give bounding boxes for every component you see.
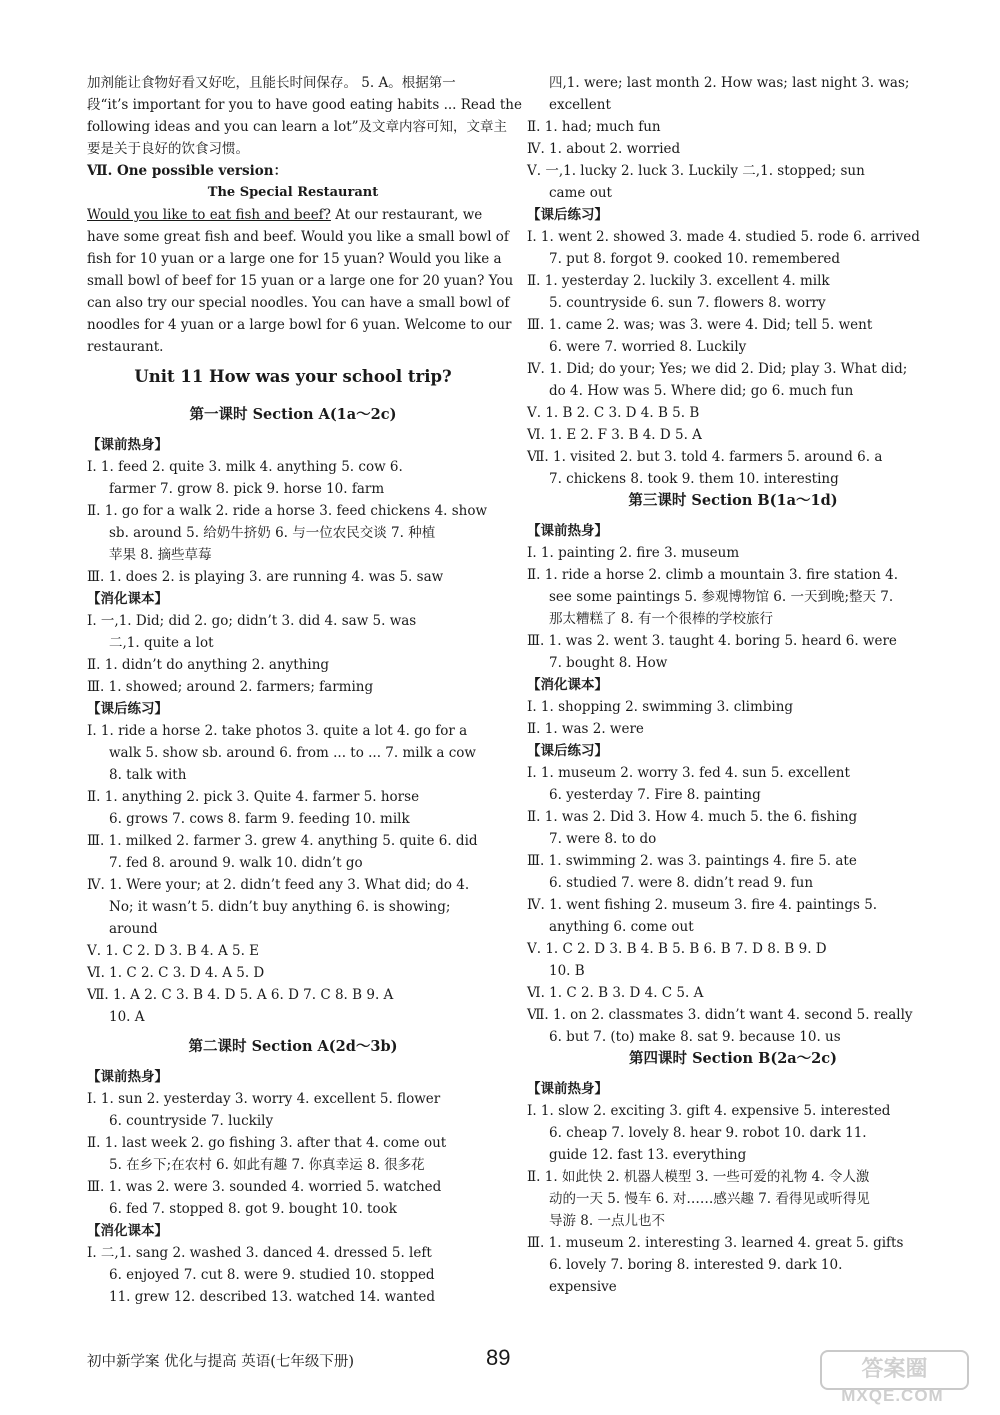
answer-line: Ⅶ. 1. A 2. C 3. B 4. D 5. A 6. D 7. C 8. B 9. A [87,987,394,1003]
answer-line-continued: walk 5. show sb. around 6. from ... to ... 7. milk a cow [109,745,476,761]
answer-line-continued: 二,1. quite a lot [109,635,214,651]
answer-line: Ⅱ. 1. anything 2. pick 3. Quite 4. farmer 5. horse [87,789,420,805]
page-number: 89 [486,1345,511,1370]
answer-line-continued: 7. bought 8. How [549,655,668,671]
section-heading: 【课前热身】 [527,1081,608,1097]
answer-line: Ⅱ. 1. ride a horse 2. climb a mountain 3. fire station 4. [527,567,899,583]
answer-line: Ⅱ. 1. was 2. were [527,721,644,737]
answer-line-continued: 7. chickens 8. took 9. them 10. interesting [549,471,839,487]
answer-line-continued: 动的一天 5. 慢车 6. 对……感兴趣 7. 看得见或听得见 [549,1191,870,1207]
body-text-line: 段“it’s important for you to have good eating habits ... Read the [87,97,522,113]
answer-line-continued: 6. enjoyed 7. cut 8. were 9. studied 10. stopped [109,1267,435,1283]
answer-line-continued: 6. lovely 7. boring 8. interested 9. dark 10. [549,1257,843,1273]
answer-line-continued: around [109,921,158,937]
answer-line: Ⅵ. 1. E 2. F 3. B 4. D 5. A [527,427,702,443]
answer-line-continued: anything 6. come out [549,919,694,935]
answer-line-continued: 导游 8. 一点儿也不 [549,1213,665,1229]
answer-line: Ⅱ. 1. had; much fun [527,119,661,135]
body-text-line: restaurant. [87,339,164,355]
answer-line-continued: farmer 7. grow 8. pick 9. horse 10. farm [109,481,385,497]
body-text-line: following ideas and you can learn a lot”及文章内容可知，文章主 [87,119,508,135]
section-heading: 【课后练习】 [527,207,608,223]
answer-line: Ⅲ. 1. swimming 2. was 3. paintings 4. fire 5. ate [527,853,857,869]
answer-line-continued: see some paintings 5. 参观博物馆 6. 一天到晚;整天 7. [549,589,894,605]
answer-line: Ⅲ. 1. was 2. went 3. taught 4. boring 5. heard 6. were [527,633,897,649]
answer-line: Ⅰ. 1. museum 2. worry 3. fed 4. sun 5. excellent [527,765,850,781]
body-text-line: can also try our special noodles. You can have a small bowl of [87,295,510,311]
section-heading: 【课后练习】 [527,743,608,759]
answer-line: Ⅰ. 1. slow 2. exciting 3. gift 4. expensive 5. interested [527,1103,891,1119]
answer-line: Ⅱ. 1. was 2. Did 3. How 4. much 5. the 6. fishing [527,809,858,825]
answer-line: Ⅱ. 1. go for a walk 2. ride a horse 3. feed chickens 4. show [87,503,488,519]
section-heading: 【课前热身】 [87,1069,168,1085]
answer-line: Ⅵ. 1. C 2. C 3. D 4. A 5. D [87,965,265,981]
section-heading: 【课前热身】 [527,523,608,539]
section-heading: 【课后练习】 [87,701,168,717]
answer-line: Ⅴ. 一,1. lucky 2. luck 3. Luckily 二,1. stopped; sun [527,163,865,179]
unit-title: Unit 11 How was your school trip? [134,367,452,386]
answer-line: Ⅲ. 1. was 2. were 3. sounded 4. worried 5. watched [87,1179,442,1195]
answer-line: Ⅰ. 一,1. Did; did 2. go; didn’t 3. did 4. saw 5. was [87,613,417,629]
answer-line: Ⅱ. 1. yesterday 2. luckily 3. excellent 4. milk [527,273,830,289]
answer-line: Ⅳ. 1. Did; do your; Yes; we did 2. Did; play 3. What did; [527,361,908,377]
answer-line: Ⅰ. 1. painting 2. fire 3. museum [527,545,740,561]
answer-line-continued: 苹果 8. 摘些草莓 [109,547,212,563]
answer-line: Ⅰ. 1. went 2. showed 3. made 4. studied 5. rode 6. arrived [527,229,920,245]
answer-line-continued: 10. B [549,963,585,979]
section-heading: 【课前热身】 [87,437,168,453]
watermark-logo-text: 答案圈 [820,1350,969,1390]
answer-line: Ⅳ. 1. about 2. worried [527,141,681,157]
answer-line-continued: 四,1. were; last month 2. How was; last night 3. was; [549,75,910,91]
lesson-title: 第三课时 Section B(1a～1d) [628,492,838,509]
answer-line: Ⅲ. 1. showed; around 2. farmers; farming [87,679,374,695]
answer-line: Ⅱ. 1. didn’t do anything 2. anything [87,657,330,673]
book-title: 初中新学案 优化与提高 英语(七年级下册) [87,1354,355,1370]
answer-line: Ⅱ. 1. last week 2. go fishing 3. after that 4. come out [87,1135,447,1151]
answer-line: Ⅶ. 1. on 2. classmates 3. didn’t want 4. second 5. really [527,1007,913,1023]
answer-line-continued: 6. grows 7. cows 8. farm 9. feeding 10. milk [109,811,410,827]
answer-line-continued: 10. A [109,1009,145,1025]
answer-line-continued: 6. fed 7. stopped 8. got 9. bought 10. took [109,1201,397,1217]
body-text-line: noodles for 4 yuan or a large bowl for 6 yuan. Welcome to our [87,317,512,333]
watermark-url: MXQE.COM [841,1386,944,1405]
answer-line-continued: 那太糟糕了 8. 有一个很棒的学校旅行 [549,611,773,627]
essay-opening-underlined: Would you like to eat fish and beef? [87,207,331,223]
answer-line-continued: came out [549,185,612,201]
answer-line: Ⅵ. 1. C 2. B 3. D 4. C 5. A [527,985,704,1001]
answer-line: Ⅰ. 1. sun 2. yesterday 3. worry 4. excellent 5. flower [87,1091,441,1107]
body-text-line: fish for 10 yuan or a large one for 15 yuan? Would you like a [87,251,502,267]
answer-line-continued: excellent [549,97,611,113]
body-text-line: 加剂能让食物好看又好吃，且能长时间保存。 5. A。根据第一 [87,75,456,91]
answer-line-continued: do 4. How was 5. Where did; go 6. much fun [549,383,854,399]
answer-line: Ⅴ. 1. C 2. D 3. B 4. A 5. E [87,943,260,959]
answer-line: Ⅳ. 1. Were your; at 2. didn’t feed any 3. What did; do 4. [87,877,470,893]
answer-line: Ⅲ. 1. does 2. is playing 3. are running 4. was 5. saw [87,569,444,585]
answer-line: Ⅲ. 1. museum 2. interesting 3. learned 4. great 5. gifts [527,1235,904,1251]
answer-line-continued: No; it wasn’t 5. didn’t buy anything 6. is showing; [109,899,451,915]
answer-line-continued: 5. 在乡下;在农村 6. 如此有趣 7. 你真幸运 8. 很多花 [109,1157,425,1173]
answer-line: Ⅰ. 二,1. sang 2. washed 3. danced 4. dressed 5. left [87,1245,432,1261]
body-text-line: have some great fish and beef. Would you like a small bowl of [87,229,509,245]
answer-line: Ⅰ. 1. feed 2. quite 3. milk 4. anything 5. cow 6. [87,459,403,475]
answer-line-continued: 6. yesterday 7. Fire 8. painting [549,787,761,803]
answer-line-continued: 8. talk with [109,767,187,783]
answer-line-continued: 7. were 8. to do [549,831,657,847]
body-text-line: 要是关于良好的饮食习惯。 [87,141,249,157]
answer-line-continued: 6. cheap 7. lovely 8. hear 9. robot 10. dark 11. [549,1125,867,1141]
lesson-title: 第一课时 Section A(1a～2c) [189,406,397,423]
section-heading: 【消化课本】 [87,1223,168,1239]
essay-title: The Special Restaurant [207,185,379,200]
section-heading: Ⅶ. One possible version： [87,163,288,179]
answer-line: Ⅱ. 1. 如此快 2. 机器人模型 3. 一些可爱的礼物 4. 令人激 [527,1169,870,1185]
answer-line-continued: 7. fed 8. around 9. walk 10. didn’t go [109,855,363,871]
answer-line: Ⅰ. 1. ride a horse 2. take photos 3. quite a lot 4. go for a [87,723,468,739]
answer-line: Ⅶ. 1. visited 2. but 3. told 4. farmers 5. around 6. a [527,449,883,465]
answer-line: Ⅳ. 1. went fishing 2. museum 3. fire 4. paintings 5. [527,897,878,913]
answer-line-continued: 6. studied 7. were 8. didn’t read 9. fun [549,875,814,891]
body-text-line: small bowl of beef for 15 yuan or a large one for 20 yuan? You [87,273,514,289]
answer-line-continued: expensive [549,1279,617,1295]
answer-line-continued: 6. but 7. (to) make 8. sat 9. because 10. us [549,1029,841,1045]
answer-line: Ⅴ. 1. B 2. C 3. D 4. B 5. B [527,405,700,421]
answer-line: Ⅲ. 1. milked 2. farmer 3. grew 4. anything 5. quite 6. did [87,833,478,849]
section-heading: 【消化课本】 [527,677,608,693]
answer-line-continued: 7. put 8. forgot 9. cooked 10. remembered [549,251,841,267]
lesson-title: 第二课时 Section A(2d～3b) [188,1038,398,1055]
answer-line: Ⅴ. 1. C 2. D 3. B 4. B 5. B 6. B 7. D 8. B 9. D [527,941,827,957]
body-text-line: Would you like to eat fish and beef? At our restaurant, we [87,207,483,223]
answer-line-continued: 5. countryside 6. sun 7. flowers 8. worry [549,295,826,311]
answer-line: Ⅲ. 1. came 2. was; was 3. were 4. Did; tell 5. went [527,317,873,333]
section-heading: 【消化课本】 [87,591,168,607]
answer-line-continued: sb. around 5. 给奶牛挤奶 6. 与一位农民交谈 7. 种植 [109,525,436,541]
lesson-title: 第四课时 Section B(2a～2c) [629,1050,837,1067]
answer-line: Ⅰ. 1. shopping 2. swimming 3. climbing [527,699,794,715]
answer-line-continued: guide 12. fast 13. everything [549,1147,747,1163]
watermark-logo [820,1350,965,1405]
answer-line-continued: 11. grew 12. described 13. watched 14. wanted [109,1289,435,1305]
answer-line-continued: 6. countryside 7. luckily [109,1113,274,1129]
answer-line-continued: 6. were 7. worried 8. Luckily [549,339,747,355]
